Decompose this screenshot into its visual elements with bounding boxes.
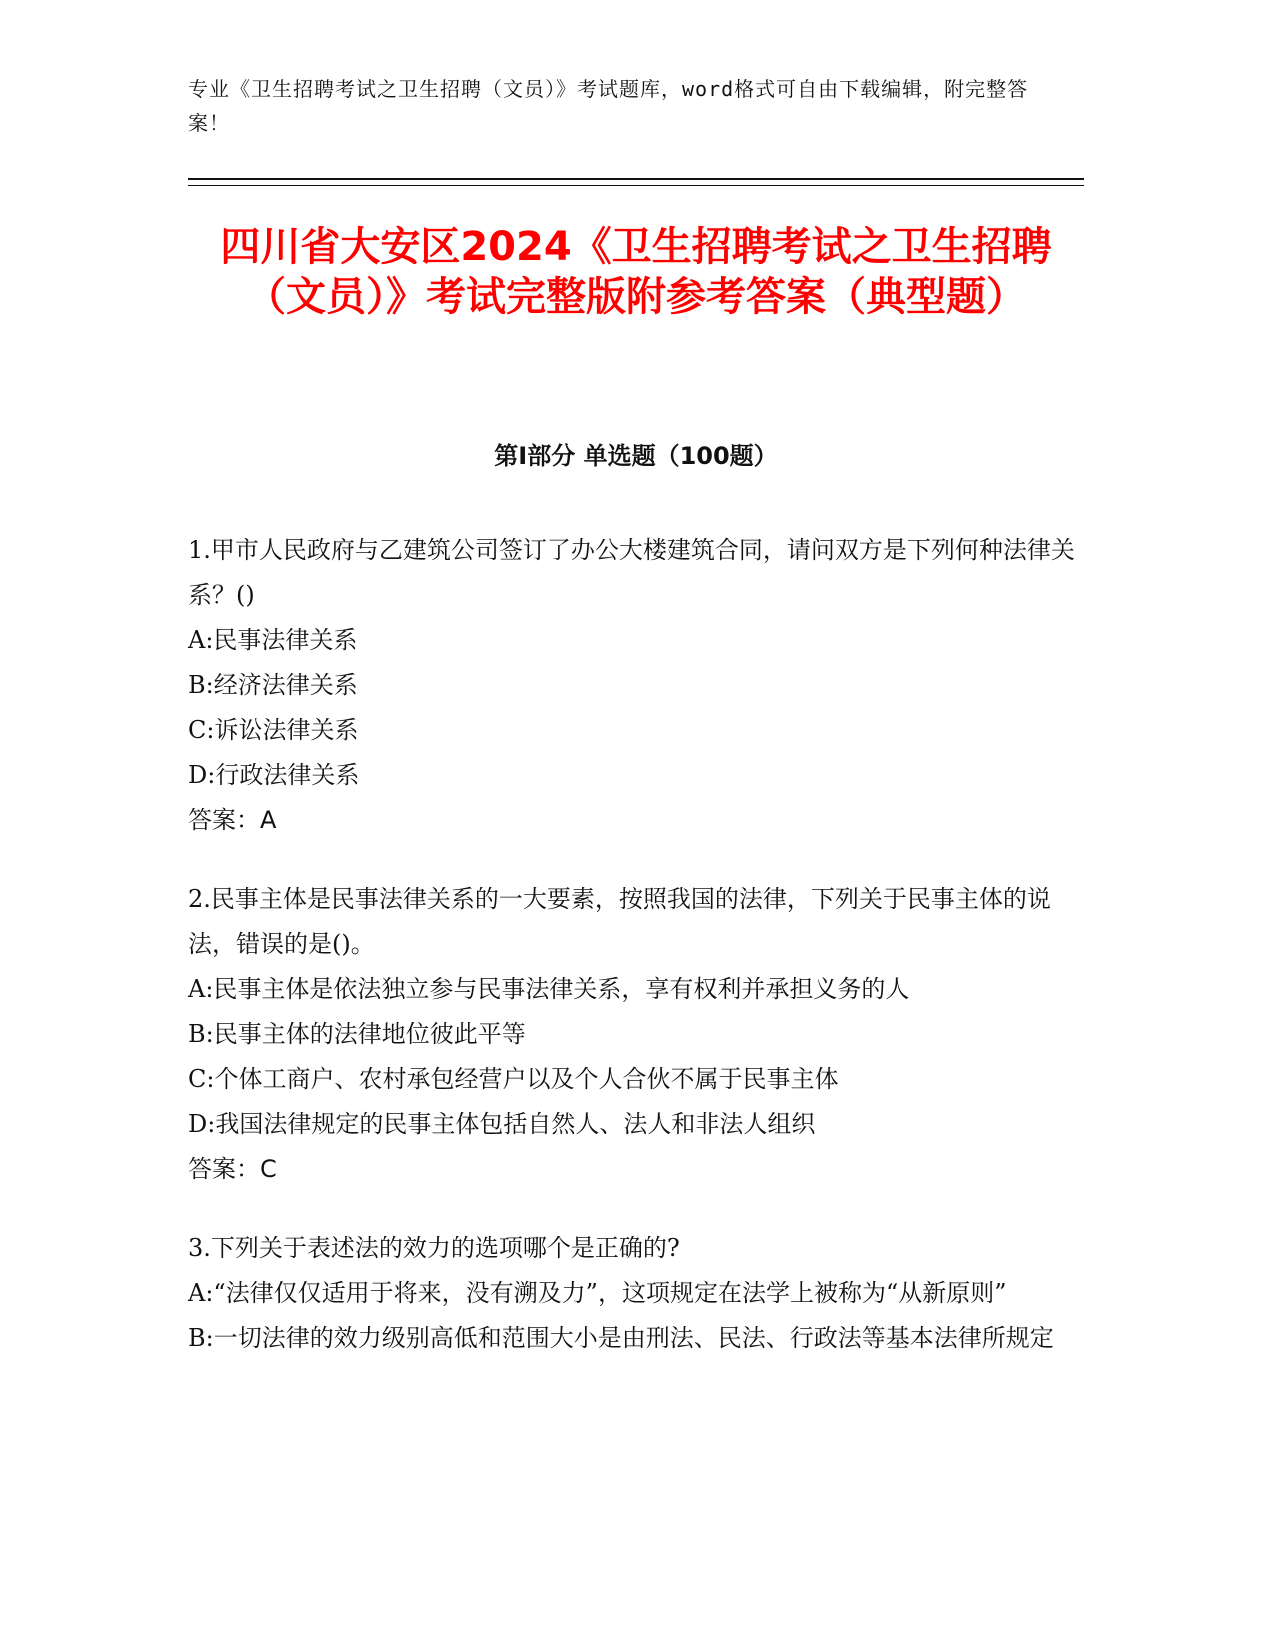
option-b: B:一切法律的效力级别高低和范围大小是由刑法、民法、行政法等基本法律所规定 — [188, 1324, 1054, 1352]
question-1 — [188, 528, 1088, 843]
question-3 — [188, 1226, 1088, 1361]
option-c: C:个体工商户、农村承包经营户以及个人合伙不属于民事主体 — [188, 1065, 839, 1093]
header-rule-thick — [188, 178, 1084, 180]
question-stem: 1.甲市人民政府与乙建筑公司签订了办公大楼建筑合同，请问双方是下列何种法律关系？() — [188, 536, 1075, 609]
question-stem: 2.民事主体是民事法律关系的一大要素，按照我国的法律，下列关于民事主体的说法，错误的是()。 — [188, 885, 1051, 958]
document-title: 四川省大安区2024《卫生招聘考试之卫生招聘（文员）》考试完整版附参考答案（典型题） — [220, 224, 1052, 320]
option-d: D:我国法律规定的民事主体包括自然人、法人和非法人组织 — [188, 1110, 816, 1138]
option-a: A:民事主体是依法独立参与民事法律关系，享有权利并承担义务的人 — [188, 975, 910, 1003]
answer-line: 答案：C — [188, 1155, 277, 1183]
question-2 — [188, 877, 1088, 1192]
option-d: D:行政法律关系 — [188, 761, 360, 789]
question-list — [188, 528, 1088, 1395]
answer-line: 答案：A — [188, 806, 277, 834]
header-note: 专业《卫生招聘考试之卫生招聘（文员）》考试题库，word格式可自由下载编辑，附完整答案！ — [188, 77, 1029, 135]
option-b: B:民事主体的法律地位彼此平等 — [188, 1020, 526, 1048]
section-heading: 第Ⅰ部分 单选题（100题） — [494, 442, 778, 470]
option-a: A:“法律仅仅适用于将来，没有溯及力”，这项规定在法学上被称为“从新原则” — [188, 1279, 1007, 1307]
option-a: A:民事法律关系 — [188, 626, 358, 654]
header-rule-thin — [188, 185, 1084, 186]
option-b: B:经济法律关系 — [188, 671, 358, 699]
option-c: C:诉讼法律关系 — [188, 716, 359, 744]
question-stem: 3.下列关于表述法的效力的选项哪个是正确的? — [188, 1234, 680, 1262]
